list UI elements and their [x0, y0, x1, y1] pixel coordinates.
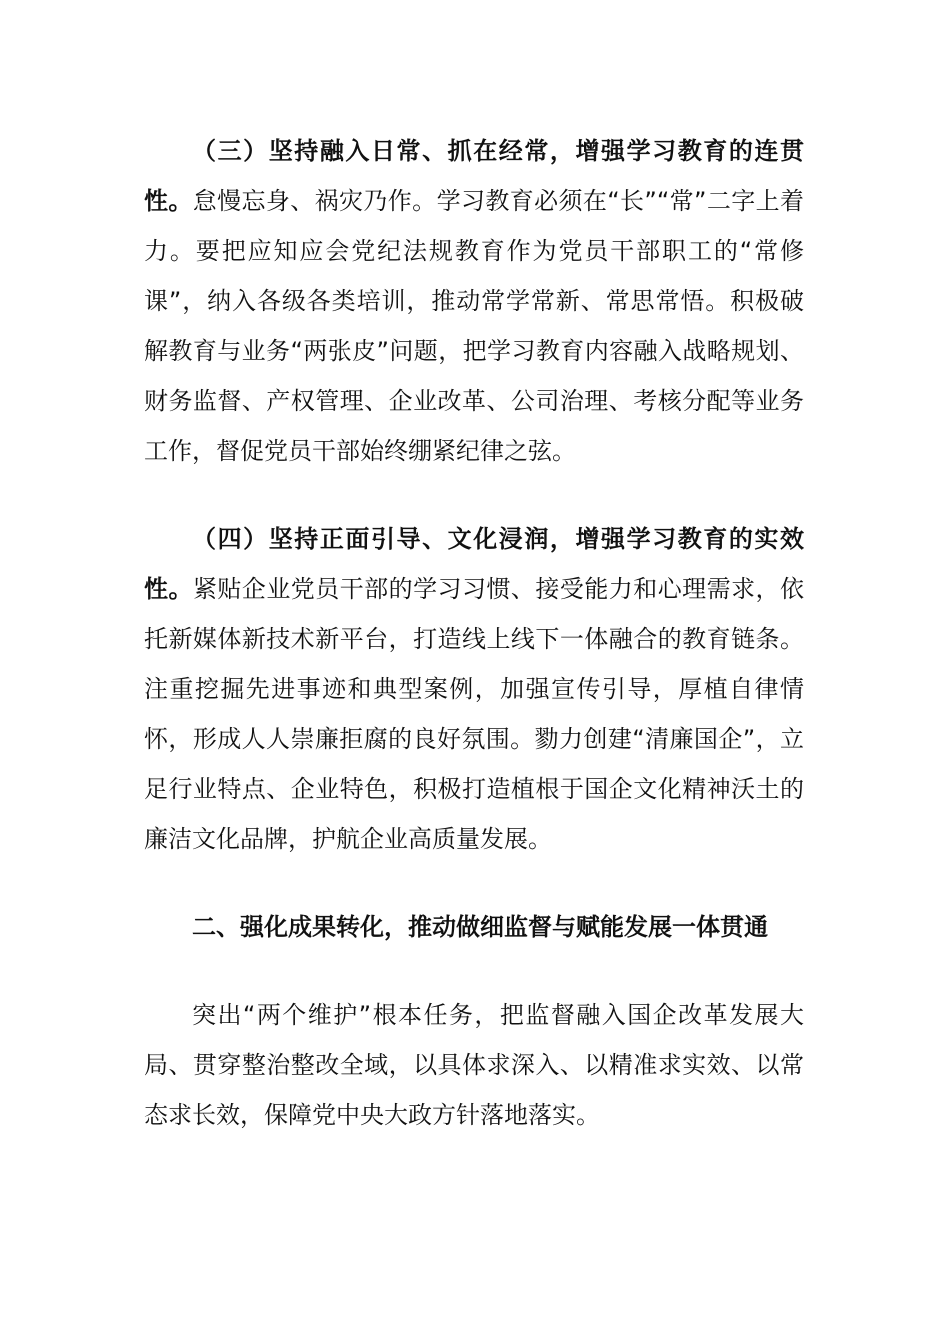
- paragraph-four-body: 紧贴企业党员干部的学习习惯、接受能力和心理需求，依托新媒体新技术新平台，打造线上线下一体融合的教育链条。注重挖掘先进事迹和典型案例，加强宣传引导，厚植自律情怀，形成人人崇廉拒腐的良好氛围。勠力创建“清廉国企”，立足行业特点、企业特色，积极打造植根于国企文化精神沃土的廉洁文化品牌，护航企业高质量发展。: [144, 575, 805, 853]
- paragraph-three-lead: （三）坚持融入日常、抓在经常，增强学习教育的连贯性。: [144, 137, 804, 215]
- paragraph-gap: [144, 952, 804, 990]
- paragraph-gap: [144, 476, 804, 514]
- paragraph-three: [144, 126, 804, 476]
- paragraph-three-body: 怠慢忘身、祸灾乃作。学习教育必须在“长”“常”二字上着力。要把应知应会党纪法规教育作为党员干部职工的“常修课”，纳入各级各类培训，推动常学常新、常思常悟。积极破解教育与业务“两张皮”问题，把学习教育内容融入战略规划、财务监督、产权管理、企业改革、公司治理、考核分配等业务工作，督促党员干部始终绷紧纪律之弦。: [144, 187, 805, 465]
- section-body: 突出“两个维护”根本任务，把监督融入国企改革发展大局、贯穿整治整改全域，以具体求深入、以精准求实效、以常态求长效，保障党中央大政方针落地落实。: [144, 1001, 804, 1129]
- paragraph-four: [144, 514, 804, 864]
- document-content: [144, 126, 804, 1140]
- section-heading: 二、强化成果转化，推动做细监督与赋能发展一体贯通: [192, 913, 768, 941]
- paragraph-gap: [144, 864, 804, 902]
- paragraph-four-lead: （四）坚持正面引导、文化浸润，增强学习教育的实效性。: [144, 525, 804, 603]
